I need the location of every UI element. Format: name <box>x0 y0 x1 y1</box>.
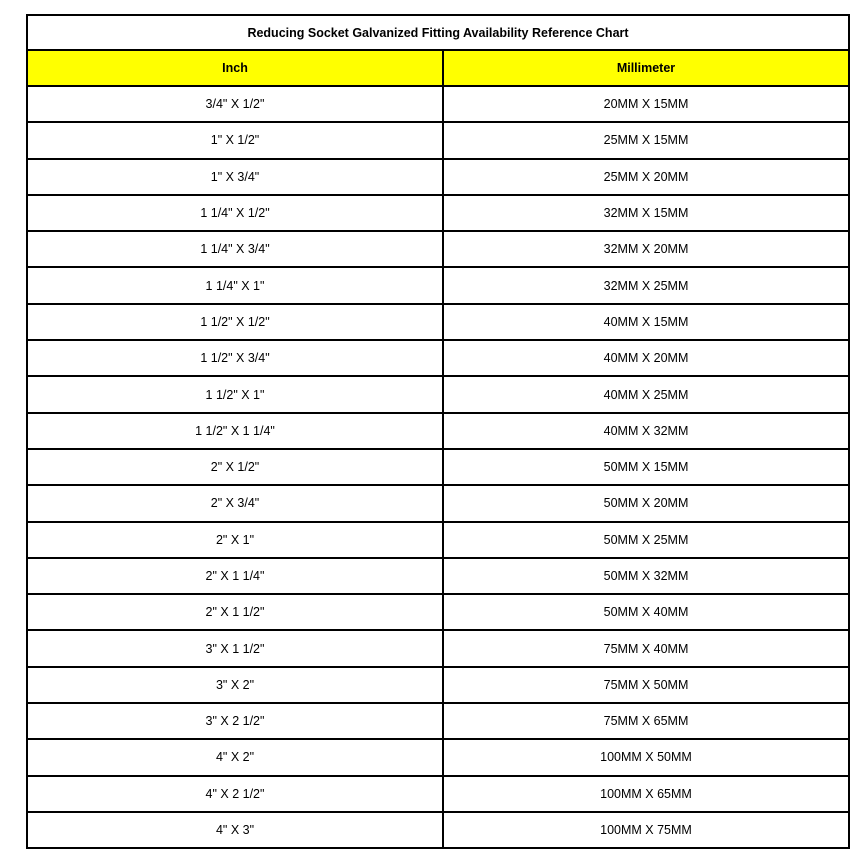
inch-cell: 1 1/2" X 1 1/4" <box>27 413 443 449</box>
inch-cell: 1 1/4" X 3/4" <box>27 231 443 267</box>
table-row <box>27 340 849 376</box>
column-header-inch: Inch <box>27 50 443 86</box>
table-row <box>27 812 849 848</box>
millimeter-cell: 25MM X 20MM <box>443 159 849 195</box>
inch-cell: 1 1/2" X 3/4" <box>27 340 443 376</box>
millimeter-cell: 20MM X 15MM <box>443 86 849 122</box>
column-header-millimeter: Millimeter <box>443 50 849 86</box>
inch-cell: 1 1/2" X 1" <box>27 376 443 412</box>
reference-chart-table <box>26 14 850 849</box>
table-row <box>27 413 849 449</box>
inch-cell: 1 1/4" X 1/2" <box>27 195 443 231</box>
table-row <box>27 667 849 703</box>
table-row <box>27 195 849 231</box>
table-row <box>27 267 849 303</box>
table-row <box>27 376 849 412</box>
table-row <box>27 86 849 122</box>
table-row <box>27 449 849 485</box>
table-row <box>27 594 849 630</box>
inch-cell: 2" X 3/4" <box>27 485 443 521</box>
millimeter-cell: 100MM X 65MM <box>443 776 849 812</box>
table-row <box>27 558 849 594</box>
millimeter-cell: 50MM X 40MM <box>443 594 849 630</box>
table-row <box>27 776 849 812</box>
inch-cell: 1" X 3/4" <box>27 159 443 195</box>
millimeter-cell: 32MM X 25MM <box>443 267 849 303</box>
millimeter-cell: 50MM X 25MM <box>443 522 849 558</box>
table-row <box>27 522 849 558</box>
inch-cell: 3" X 2 1/2" <box>27 703 443 739</box>
millimeter-cell: 32MM X 15MM <box>443 195 849 231</box>
millimeter-cell: 75MM X 50MM <box>443 667 849 703</box>
inch-cell: 2" X 1 1/4" <box>27 558 443 594</box>
millimeter-cell: 25MM X 15MM <box>443 122 849 158</box>
inch-cell: 1 1/4" X 1" <box>27 267 443 303</box>
millimeter-cell: 100MM X 50MM <box>443 739 849 775</box>
millimeter-cell: 75MM X 40MM <box>443 630 849 666</box>
millimeter-cell: 50MM X 20MM <box>443 485 849 521</box>
column-header-row <box>27 50 849 86</box>
millimeter-cell: 50MM X 32MM <box>443 558 849 594</box>
table-row <box>27 739 849 775</box>
millimeter-cell: 32MM X 20MM <box>443 231 849 267</box>
inch-cell: 1" X 1/2" <box>27 122 443 158</box>
inch-cell: 1 1/2" X 1/2" <box>27 304 443 340</box>
title-row <box>27 15 849 50</box>
millimeter-cell: 40MM X 15MM <box>443 304 849 340</box>
table-row <box>27 122 849 158</box>
chart-title: Reducing Socket Galvanized Fitting Availability Reference Chart <box>27 15 849 50</box>
inch-cell: 2" X 1 1/2" <box>27 594 443 630</box>
millimeter-cell: 100MM X 75MM <box>443 812 849 848</box>
inch-cell: 4" X 3" <box>27 812 443 848</box>
table-row <box>27 231 849 267</box>
inch-cell: 4" X 2 1/2" <box>27 776 443 812</box>
table-row <box>27 703 849 739</box>
millimeter-cell: 50MM X 15MM <box>443 449 849 485</box>
inch-cell: 2" X 1" <box>27 522 443 558</box>
millimeter-cell: 40MM X 20MM <box>443 340 849 376</box>
inch-cell: 3" X 1 1/2" <box>27 630 443 666</box>
inch-cell: 3" X 2" <box>27 667 443 703</box>
table-row <box>27 485 849 521</box>
table-row <box>27 630 849 666</box>
table-row <box>27 304 849 340</box>
inch-cell: 2" X 1/2" <box>27 449 443 485</box>
inch-cell: 3/4" X 1/2" <box>27 86 443 122</box>
millimeter-cell: 40MM X 25MM <box>443 376 849 412</box>
inch-cell: 4" X 2" <box>27 739 443 775</box>
table-row <box>27 159 849 195</box>
millimeter-cell: 75MM X 65MM <box>443 703 849 739</box>
millimeter-cell: 40MM X 32MM <box>443 413 849 449</box>
